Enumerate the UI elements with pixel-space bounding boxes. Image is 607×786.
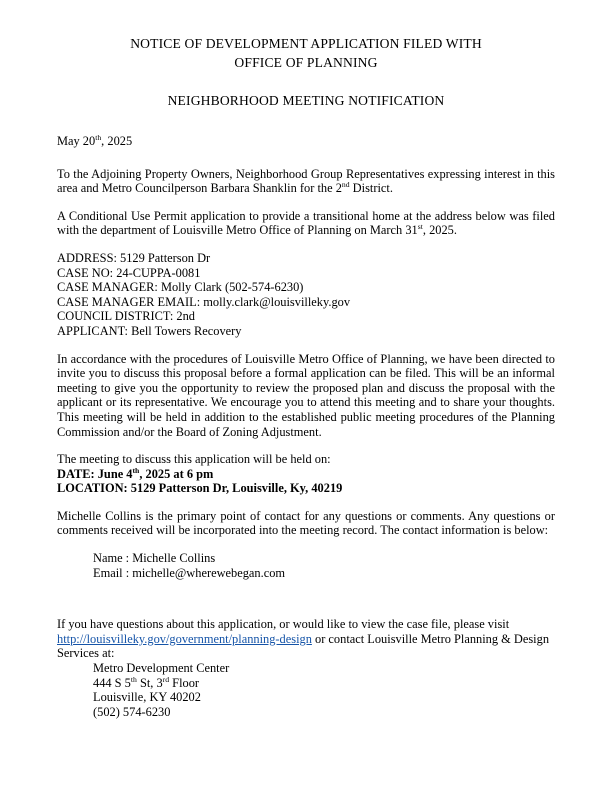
office-address-ordinal-2: rd <box>162 674 170 684</box>
filing-ordinal: st <box>417 222 423 232</box>
office-address-floor: Floor <box>169 675 200 690</box>
document-title <box>57 34 555 72</box>
detail-case-manager-email: CASE MANAGER EMAIL: molly.clark@louisvilleky.gov <box>57 294 351 309</box>
spacer <box>57 339 555 352</box>
contact-name: Name : Michelle Collins <box>93 551 216 566</box>
document-subtitle: NEIGHBORHOOD MEETING NOTIFICATION <box>167 93 445 108</box>
letter-date-year: , 2025 <box>101 134 133 148</box>
title-line-1: NOTICE OF DEVELOPMENT APPLICATION FILED WITH <box>130 36 482 51</box>
office-address-phone: (502) 574-6230 <box>93 704 171 719</box>
spacer <box>57 580 555 604</box>
office-address-block <box>93 661 555 719</box>
meeting-date-ordinal: th <box>132 465 140 475</box>
filing-text-part2: , 2025. <box>422 223 457 238</box>
salutation-paragraph <box>57 167 555 196</box>
document-body <box>57 34 555 719</box>
filing-text-part1: A Conditional Use Permit application to provide a transitional home at the address below was filed with the department of Louisville Metro Office of Planning on March 31 <box>57 208 555 238</box>
letter-date <box>57 134 555 149</box>
salutation-text: To the Adjoining Property Owners, Neighborhood Group Representatives expressing interest in this area and Metro Councilperson Barbara Shanklin for the 2 <box>57 166 555 196</box>
meeting-date-prefix: DATE: June 4 <box>57 466 133 481</box>
contact-email: Email : michelle@wherewebegan.com <box>93 565 286 580</box>
detail-address: ADDRESS: 5129 Patterson Dr <box>57 250 211 265</box>
detail-case-no: CASE NO: 24-CUPPA-0081 <box>57 265 201 280</box>
meeting-date <box>57 467 555 482</box>
letter-date-ordinal: th <box>95 132 102 142</box>
title-line-2: OFFICE OF PLANNING <box>234 55 378 70</box>
meeting-intro: The meeting to discuss this application will be held on: <box>57 452 331 467</box>
contact-paragraph: Michelle Collins is the primary point of contact for any questions or comments. Any questions or comments received will be incorporated into the meeting record. The contact information is below: <box>57 508 555 538</box>
spacer <box>57 496 555 509</box>
filing-paragraph <box>57 209 555 238</box>
office-address-line-2 <box>93 676 555 691</box>
meeting-location: LOCATION: 5129 Patterson Dr, Louisville, Ky, 40219 <box>57 481 343 496</box>
detail-case-manager: CASE MANAGER: Molly Clark (502-574-6230) <box>57 280 304 295</box>
procedures-paragraph: In accordance with the procedures of Louisville Metro Office of Planning, we have been directed to invite you to discuss this proposal before a formal application can be filed. This will be an informal meeting to give you the opportunity to review the proposed plan and discuss the proposal with the applicant or its representative. We encourage you to attend this meeting and to share your thoughts. This meeting will be held in addition to the established public meeting procedures of the Planning Commission and/or the Board of Zoning Adjustment. <box>57 351 555 439</box>
closing-intro: If you have questions about this application, or would like to view the case file, please visit <box>57 617 510 632</box>
detail-applicant: APPLICANT: Bell Towers Recovery <box>57 323 242 338</box>
salutation-ordinal: nd <box>341 180 350 190</box>
spacer <box>57 110 555 134</box>
meeting-date-suffix: , 2025 at 6 pm <box>139 466 214 481</box>
spacer <box>57 439 555 452</box>
closing-after-link: or contact Louisville Metro Planning & Design Services at: <box>57 631 550 661</box>
contact-info-block <box>93 551 555 580</box>
spacer <box>57 238 555 251</box>
spacer <box>57 196 555 209</box>
salutation-end: District. <box>349 181 393 196</box>
office-address-ordinal-1: th <box>130 674 137 684</box>
letter-date-monthday: May 20 <box>57 134 96 148</box>
closing-paragraph <box>57 617 555 661</box>
office-address-line-3: Louisville, KY 40202 <box>93 690 201 705</box>
spacer <box>57 604 555 617</box>
office-address-street-mid: St, 3 <box>136 675 163 690</box>
office-address-line-1: Metro Development Center <box>93 661 230 676</box>
spacer <box>57 149 555 167</box>
meeting-block <box>57 452 555 496</box>
spacer <box>57 538 555 551</box>
detail-council-district: COUNCIL DISTRICT: 2nd <box>57 309 195 324</box>
planning-design-link[interactable]: http://louisvilleky.gov/government/planning-design <box>57 631 312 646</box>
office-address-street-num: 444 S 5 <box>93 675 131 690</box>
case-details-block <box>57 251 555 339</box>
